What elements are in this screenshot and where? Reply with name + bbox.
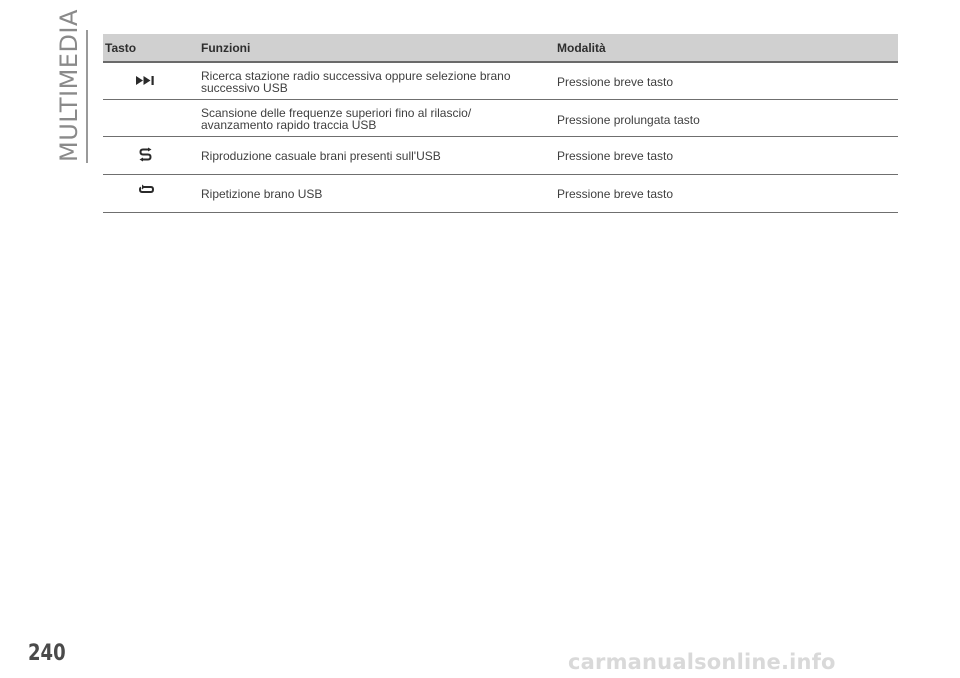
mode-text: Pressione breve tasto <box>557 149 674 163</box>
table-row <box>103 137 898 175</box>
skip-forward-icon <box>135 75 157 86</box>
page-number: 240 <box>28 641 66 666</box>
section-title: MULTIMEDIA <box>55 9 83 162</box>
table-row <box>103 175 898 213</box>
header-mode: Modalità <box>557 41 606 55</box>
table-row <box>103 100 898 137</box>
function-text: Ricerca stazione radio successiva oppure selezione brano successivo USB <box>201 69 511 95</box>
table-row <box>103 63 898 100</box>
mode-text: Pressione prolungata tasto <box>557 113 700 127</box>
controls-table <box>103 34 898 213</box>
function-text: Ripetizione brano USB <box>201 187 323 201</box>
shuffle-icon <box>139 147 152 162</box>
mode-text: Pressione breve tasto <box>557 187 674 201</box>
section-divider <box>86 30 88 163</box>
header-key: Tasto <box>105 41 137 55</box>
watermark: carmanualsonline.info <box>568 650 836 674</box>
table-header <box>103 34 898 63</box>
function-text: Scansione delle frequenze superiori fino al rilascio/ avanzamento rapido traccia USB <box>201 106 472 132</box>
function-text: Riproduzione casuale brani presenti sull'USB <box>201 149 441 163</box>
repeat-icon <box>138 184 155 196</box>
mode-text: Pressione breve tasto <box>557 75 674 89</box>
header-functions: Funzioni <box>201 41 251 55</box>
